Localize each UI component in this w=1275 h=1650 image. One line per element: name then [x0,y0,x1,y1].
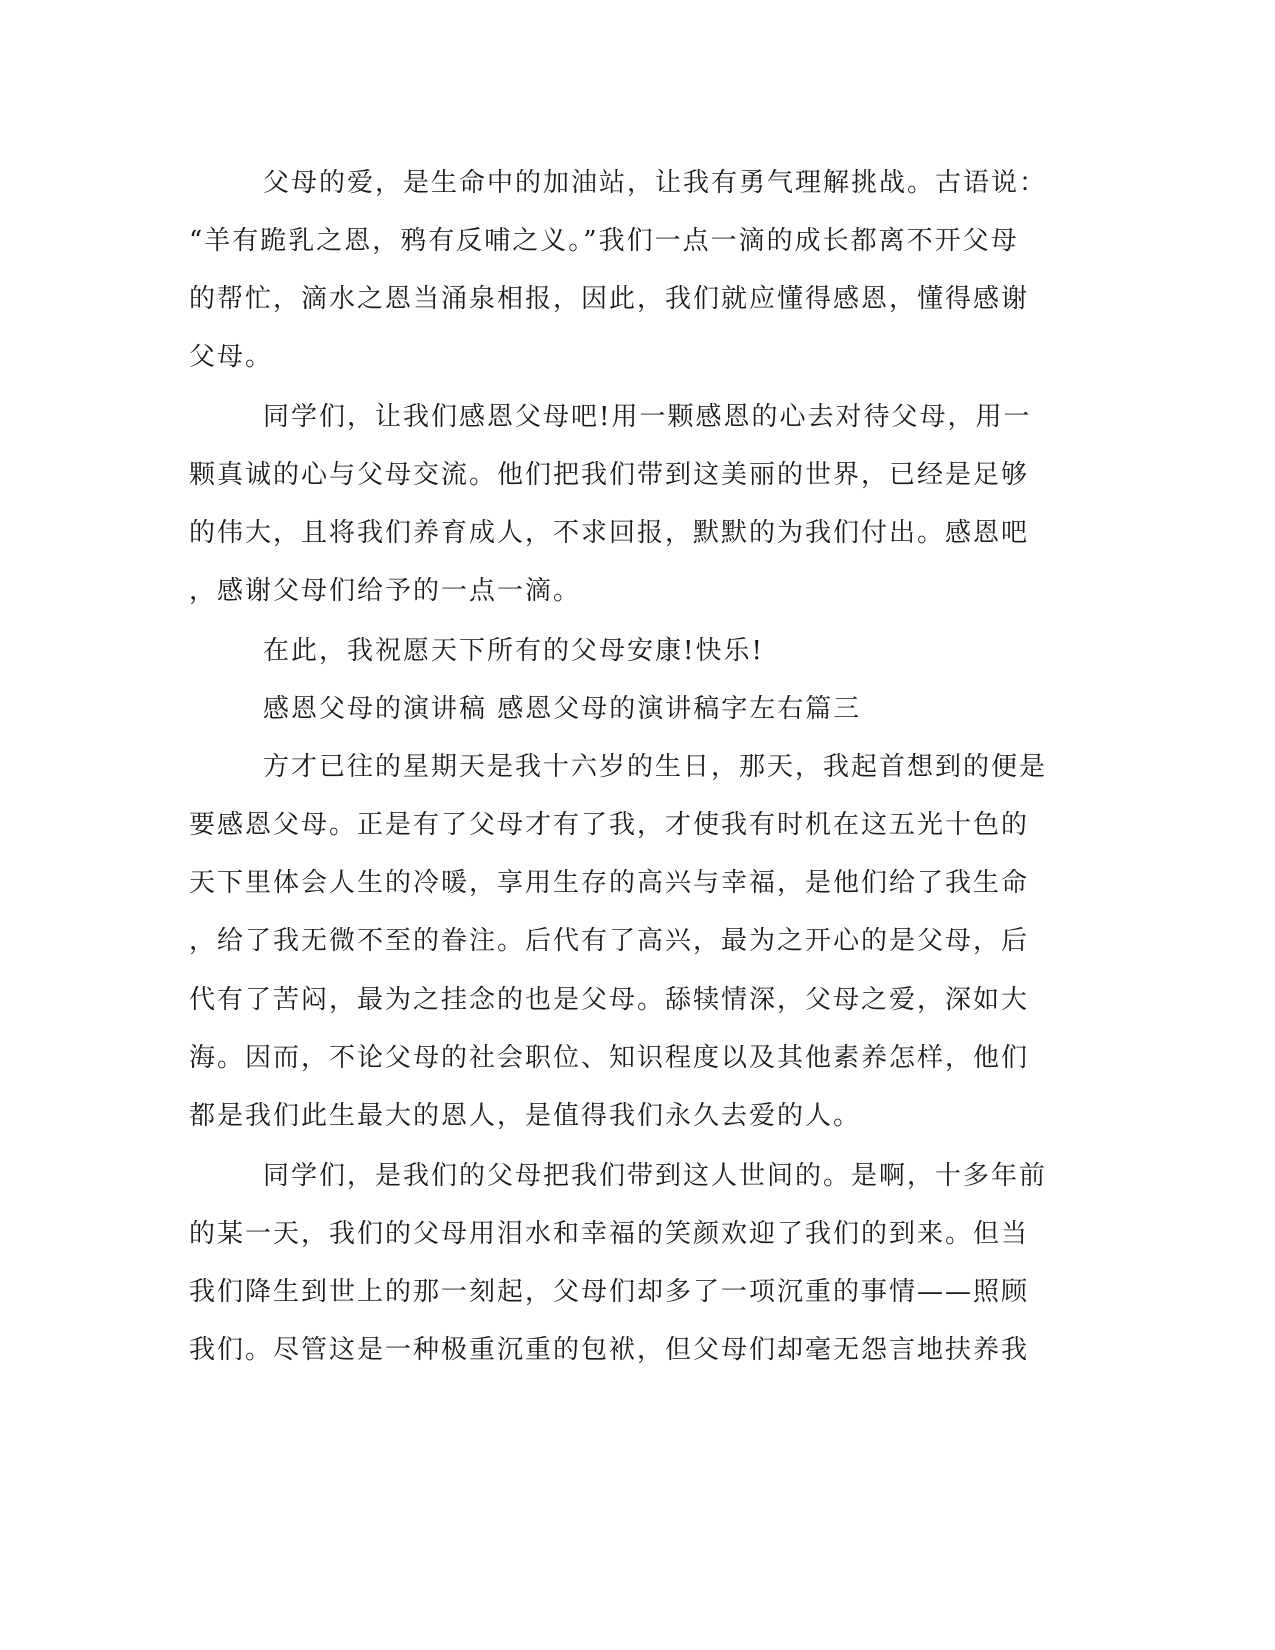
text-line: 我们。尽管这是一种极重沉重的包袱，但父母们却毫无怨言地扶养我 [189,1335,1030,1365]
text-line: 父母的爱，是生命中的加油站，让我有勇气理解挑战。古语说： [263,168,1048,198]
text-line: 代有了苦闷，最为之挂念的也是父母。舔犊情深，父母之爱，深如大 [189,985,1030,1015]
text-line: 要感恩父母。正是有了父母才有了我，才使我有时机在这五光十色的 [189,810,1030,840]
text-line: 我们降生到世上的那一刻起，父母们却多了一项沉重的事情——照顾 [189,1277,1030,1307]
text-line: 都是我们此生最大的恩人，是值得我们永久去爱的人。 [189,1101,862,1131]
text-line: 同学们，是我们的父母把我们带到这人世间的。是啊，十多年前 [263,1161,1048,1191]
text-line: 颗真诚的心与父母交流。他们把我们带到这美丽的世界，已经是足够 [189,460,1030,490]
text-line: 同学们，让我们感恩父母吧!用一颗感恩的心去对待父母，用一 [263,402,1032,432]
text-line: 方才已往的星期天是我十六岁的生日，那天，我起首想到的便是 [263,752,1048,782]
text-line: ，感谢父母们给予的一点一滴。 [189,576,582,606]
text-line: “羊有跪乳之恩，鸦有反哺之义。”我们一点一滴的成长都离不开父母 [189,226,1019,256]
text-line: 的某一天，我们的父母用泪水和幸福的笑颜欢迎了我们的到来。但当 [189,1219,1030,1249]
text-line: 的伟大，且将我们养育成人，不求回报，默默的为我们付出。感恩吧 [189,518,1030,548]
text-line: 父母。 [189,342,274,372]
text-line: 天下里体会人生的冷暖，享用生存的高兴与幸福，是他们给了我生命 [189,868,1030,898]
text-line: 的帮忙，滴水之恩当涌泉相报，因此，我们就应懂得感恩，懂得感谢 [189,284,1030,314]
section-heading: 感恩父母的演讲稿 感恩父母的演讲稿字左右篇三 [263,694,862,724]
text-line: 在此，我祝愿天下所有的父母安康!快乐! [263,636,764,666]
text-line: ，给了我无微不至的眷注。后代有了高兴，最为之开心的是父母，后 [189,926,1030,956]
text-line: 海。因而，不论父母的社会职位、知识程度以及其他素养怎样，他们 [189,1043,1030,1073]
